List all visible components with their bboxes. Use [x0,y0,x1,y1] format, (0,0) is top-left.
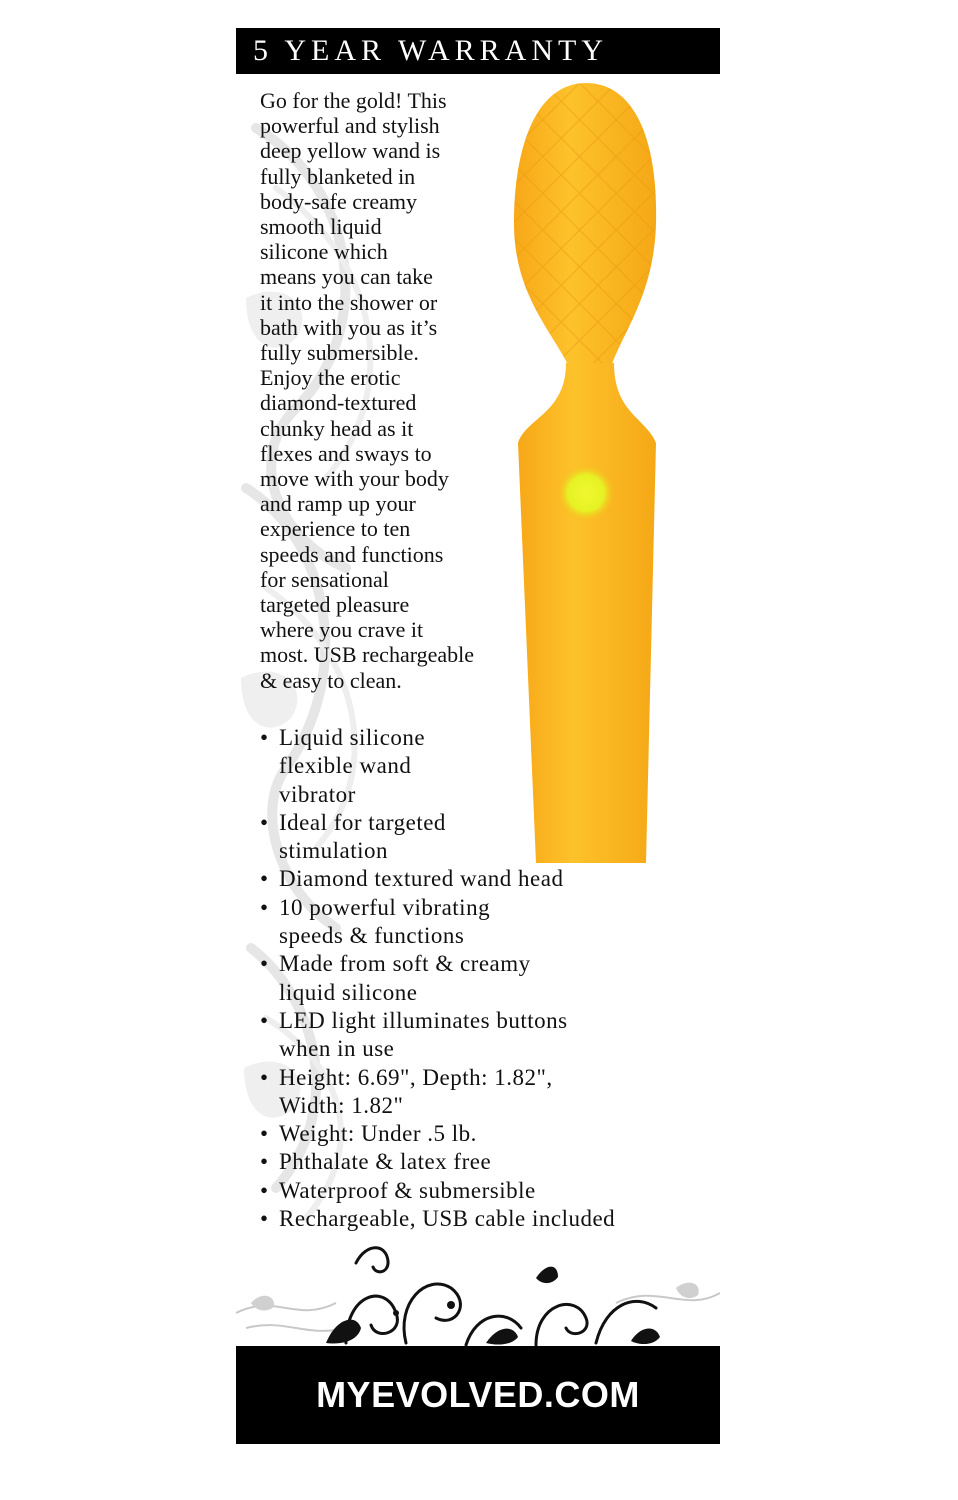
product-description: Go for the gold! This powerful and stylish deep yellow wand is fully blanketed in body-safe creamy smooth liquid silicone which means you can take it into the shower or bath with you as it’s fully submersible. Enjoy the erotic diamond-textured chunky head as it flexes and sways to move with your body and ramp up your experience to ten speeds and functions for sensational targeted pleasure where you crave it most. USB rechargeable & easy to clean. [260,88,475,693]
list-item: • Height: 6.69", Depth: 1.82", Width: 1.82" [260,1064,720,1121]
website-footer: MYEVOLVED.COM [236,1346,720,1444]
list-item: • Weight: Under .5 lb. [260,1120,720,1148]
list-item: • LED light illuminates buttons when in use [260,1007,720,1064]
floral-flourish-decoration [236,1233,720,1353]
feature-list [260,724,720,1233]
list-item: • Diamond textured wand head [260,865,720,893]
list-item: • Waterproof & submersible [260,1177,720,1205]
warranty-header: 5 YEAR WARRANTY [236,28,720,74]
list-item: • Liquid silicone flexible wand vibrator [260,724,720,809]
list-item: • Ideal for targeted stimulation [260,809,720,866]
list-item: • Made from soft & creamy liquid silicone [260,950,720,1007]
list-item: • 10 powerful vibrating speeds & functions [260,894,720,951]
led-light-indicator [556,463,616,523]
list-item: • Phthalate & latex free [260,1148,720,1176]
package-panel [236,28,720,1444]
list-item: • Rechargeable, USB cable included [260,1205,720,1233]
